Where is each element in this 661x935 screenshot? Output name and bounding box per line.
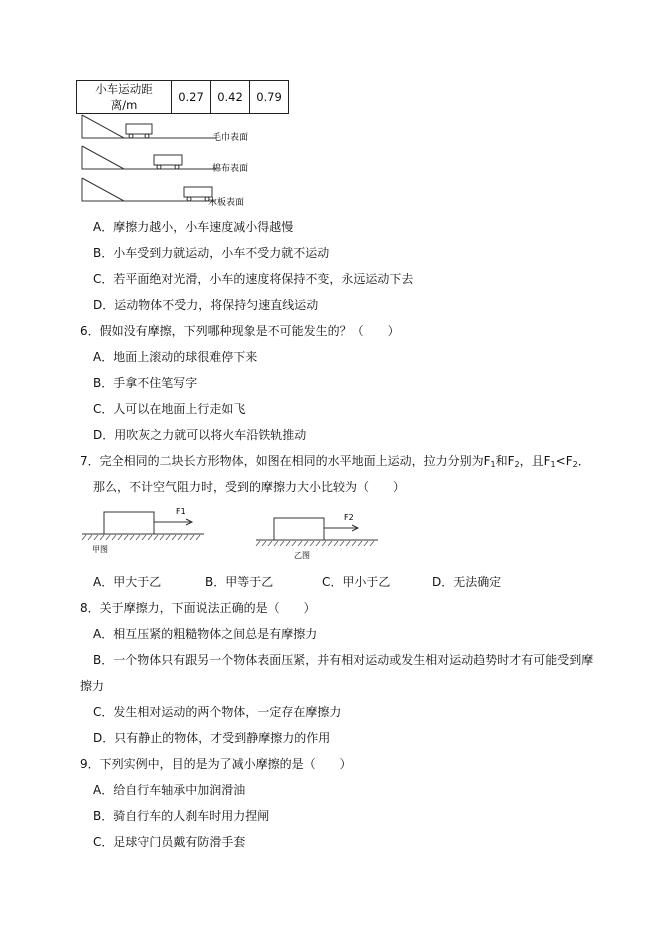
- table-cell: 0.79: [250, 81, 289, 114]
- option-text: D．运动物体不受力，将保持匀速直线运动: [93, 298, 319, 312]
- option-text: B．手拿不住笔写字: [93, 376, 198, 390]
- surface-label: 棉布表面: [212, 164, 249, 174]
- option-text: D．用吹灰之力就可以将火车沿铁轨推动: [93, 428, 307, 442]
- option-text-continued: 擦力: [80, 679, 105, 693]
- table-cell: 0.27: [172, 81, 211, 114]
- option-text: B．甲等于乙: [205, 575, 274, 589]
- question-stem-line2: 那么，不计空气阻力时，受到的摩擦力大小比较为（ ）: [93, 480, 406, 494]
- force-label: F1: [176, 507, 186, 516]
- figure-caption: 乙图: [294, 551, 310, 560]
- distance-table: [76, 80, 289, 114]
- option-text: B．一个物体只有跟另一个物体表面压紧，并有相对运动或发生相对运动趋势时才有可能受到摩: [93, 653, 594, 667]
- option-text: A．地面上滚动的球很难停下来: [93, 350, 258, 364]
- figure-caption: 甲图: [92, 545, 108, 554]
- option-text: C．甲小于乙: [322, 575, 391, 589]
- option-text: A．相互压紧的粗糙物体之间总是有摩擦力: [93, 627, 318, 641]
- table-label: 小车运动距离/m: [77, 81, 172, 114]
- option-text: D．只有静止的物体，才受到静摩擦力的作用: [93, 731, 331, 745]
- option-text: C．足球守门员戴有防滑手套: [93, 835, 246, 849]
- force-label: F2: [344, 513, 354, 522]
- question-stem: 8．关于摩擦力，下面说法正确的是（ ）: [80, 601, 316, 615]
- incline-figure: [78, 112, 260, 210]
- option-text: C．若平面绝对光滑，小车的速度将保持不变，永远运动下去: [93, 272, 414, 286]
- question-stem: 7．完全相同的二块长方形物体，如图在相同的水平地面上运动，拉力分别为$F_1$和$F_2$，且$F_1<F_2$．: [80, 454, 590, 469]
- option-text: C．发生相对运动的两个物体，一定存在摩擦力: [93, 705, 342, 719]
- option-text: A．给自行车轴承中加润滑油: [93, 783, 246, 797]
- surface-label: 毛巾表面: [212, 133, 249, 143]
- option-text: A．摩擦力越小，小车速度减小得越慢: [93, 220, 294, 234]
- option-text: C．人可以在地面上行走如飞: [93, 402, 246, 416]
- option-text: B．小车受到力就运动，小车不受力就不运动: [93, 246, 330, 260]
- question-stem: 9．下列实例中，目的是为了减小摩擦的是（ ）: [80, 757, 352, 771]
- option-text: D．无法确定: [432, 575, 502, 589]
- question-stem: 6．假如没有摩擦，下列哪种现象是不可能发生的？（ ）: [80, 324, 400, 338]
- option-text: A．甲大于乙: [93, 575, 162, 589]
- table-cell: 0.42: [211, 81, 250, 114]
- force-figure-left: [80, 500, 210, 566]
- option-text: B．骑自行车的人刹车时用力捏闸: [93, 809, 270, 823]
- force-figure-right: [254, 506, 384, 566]
- surface-label: 木板表面: [208, 198, 245, 208]
